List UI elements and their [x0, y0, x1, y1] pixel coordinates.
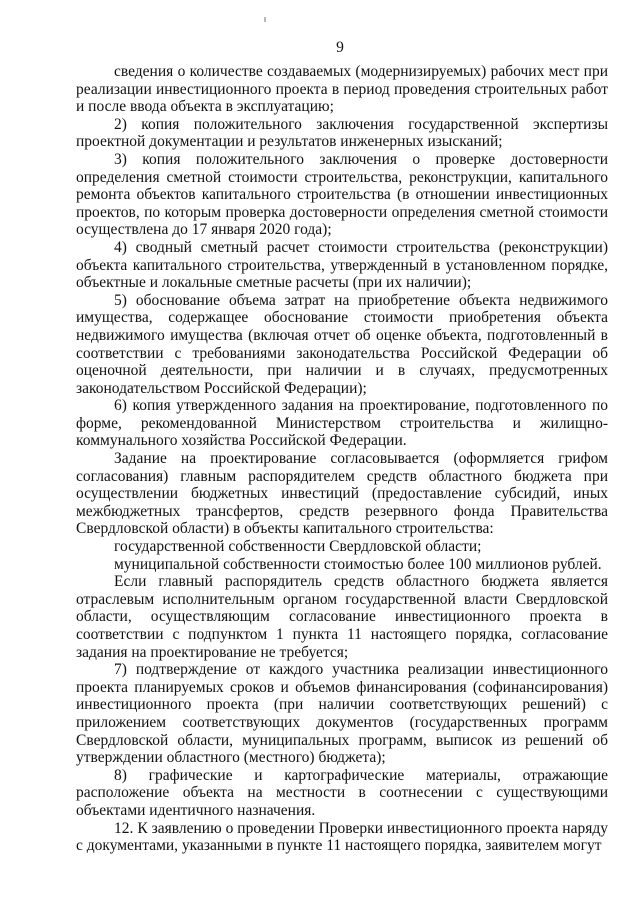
paragraph-item-2: 2) копия положительного заключения государственной экспертизы проектной документации и результатов инженерных изысканий; — [76, 115, 608, 151]
paragraph-item-5: 5) обоснование объема затрат на приобретение объекта недвижимого имущества, содержащее обоснование стоимости приобретения объекта недвижимого имущества (включая отчет об оценке объекта, подготовленный в соответствии с требованиями законодательства Российской Федерации об оценочной деятельности, при наличии и в случаях, предусмотренных законодательством Российской Федерации); — [76, 291, 608, 397]
paragraph-item-4: 4) сводный сметный расчет стоимости строительства (реконструкции) объекта капитального строительства, утвержденный в установленном порядке, объектные и локальные сметные расчеты (при их наличии); — [76, 238, 608, 292]
paragraph-design-assignment: Задание на проектирование согласовывается (оформляется грифом согласования) главным распорядителем средств областного бюджета при осуществлении бюджетных инвестиций (предоставление субсидий, иных межбюджетных трансфертов, средств резервного фонда Правительства Свердловской области) в объекты капитального строительства: — [76, 450, 608, 538]
paragraph-municipal-property: муниципальной собственности стоимостью более 100 миллионов рублей. — [114, 555, 602, 573]
paragraph-item-6: 6) копия утвержденного задания на проектирование, подготовленного по форме, рекомендованной Министерством строительства и жилищно-коммунального хозяйства Российской Федерации. — [76, 397, 608, 450]
document-body — [76, 63, 608, 855]
paragraph-no-approval-needed: Если главный распорядитель средств областного бюджета является отраслевым исполнительным органом государственной власти Свердловской области, осуществляющим согласование инвестиционного проекта в соответствии с подпунктом 1 пункта 11 настоящего порядка, согласование задания на проектирование не требуется; — [76, 573, 608, 661]
paragraph-section-12: 12. К заявлению о проведении Проверки инвестиционного проекта наряду с документами, указанными в пункте 11 настоящего порядка, заявителем могут — [76, 819, 608, 855]
scan-mark — [264, 17, 266, 22]
page-number: 9 — [336, 39, 344, 56]
paragraph-item-7: 7) подтверждение от каждого участника реализации инвестиционного проекта планируемых сроков и объемов финансирования (софинансирования) инвестиционного проекта (при наличии соответствующих решений) с приложением соответствующих документов (государственных программ Свердловской области, муниципальных программ, выписок из решений об утверждении областного (местного) бюджета); — [76, 661, 608, 767]
paragraph-employment-info: сведения о количестве создаваемых (модернизируемых) рабочих мест при реализации инвестиционного проекта в период проведения строительных работ и после ввода объекта в эксплуатацию; — [76, 63, 608, 116]
paragraph-state-property: государственной собственности Свердловской области; — [114, 538, 482, 556]
paragraph-item-8: 8) графические и картографические материалы, отражающие расположение объекта на местности в соотнесении с существующими объектами идентичного назначения. — [76, 766, 608, 819]
paragraph-item-3: 3) копия положительного заключения о проверке достоверности определения сметной стоимости строительства, реконструкции, капитального ремонта объектов капитального строительства (в отношении инвестиционных проектов, по которым проверка достоверности определения сметной стоимости осуществлена до 17 января 2020 года); — [76, 150, 608, 239]
